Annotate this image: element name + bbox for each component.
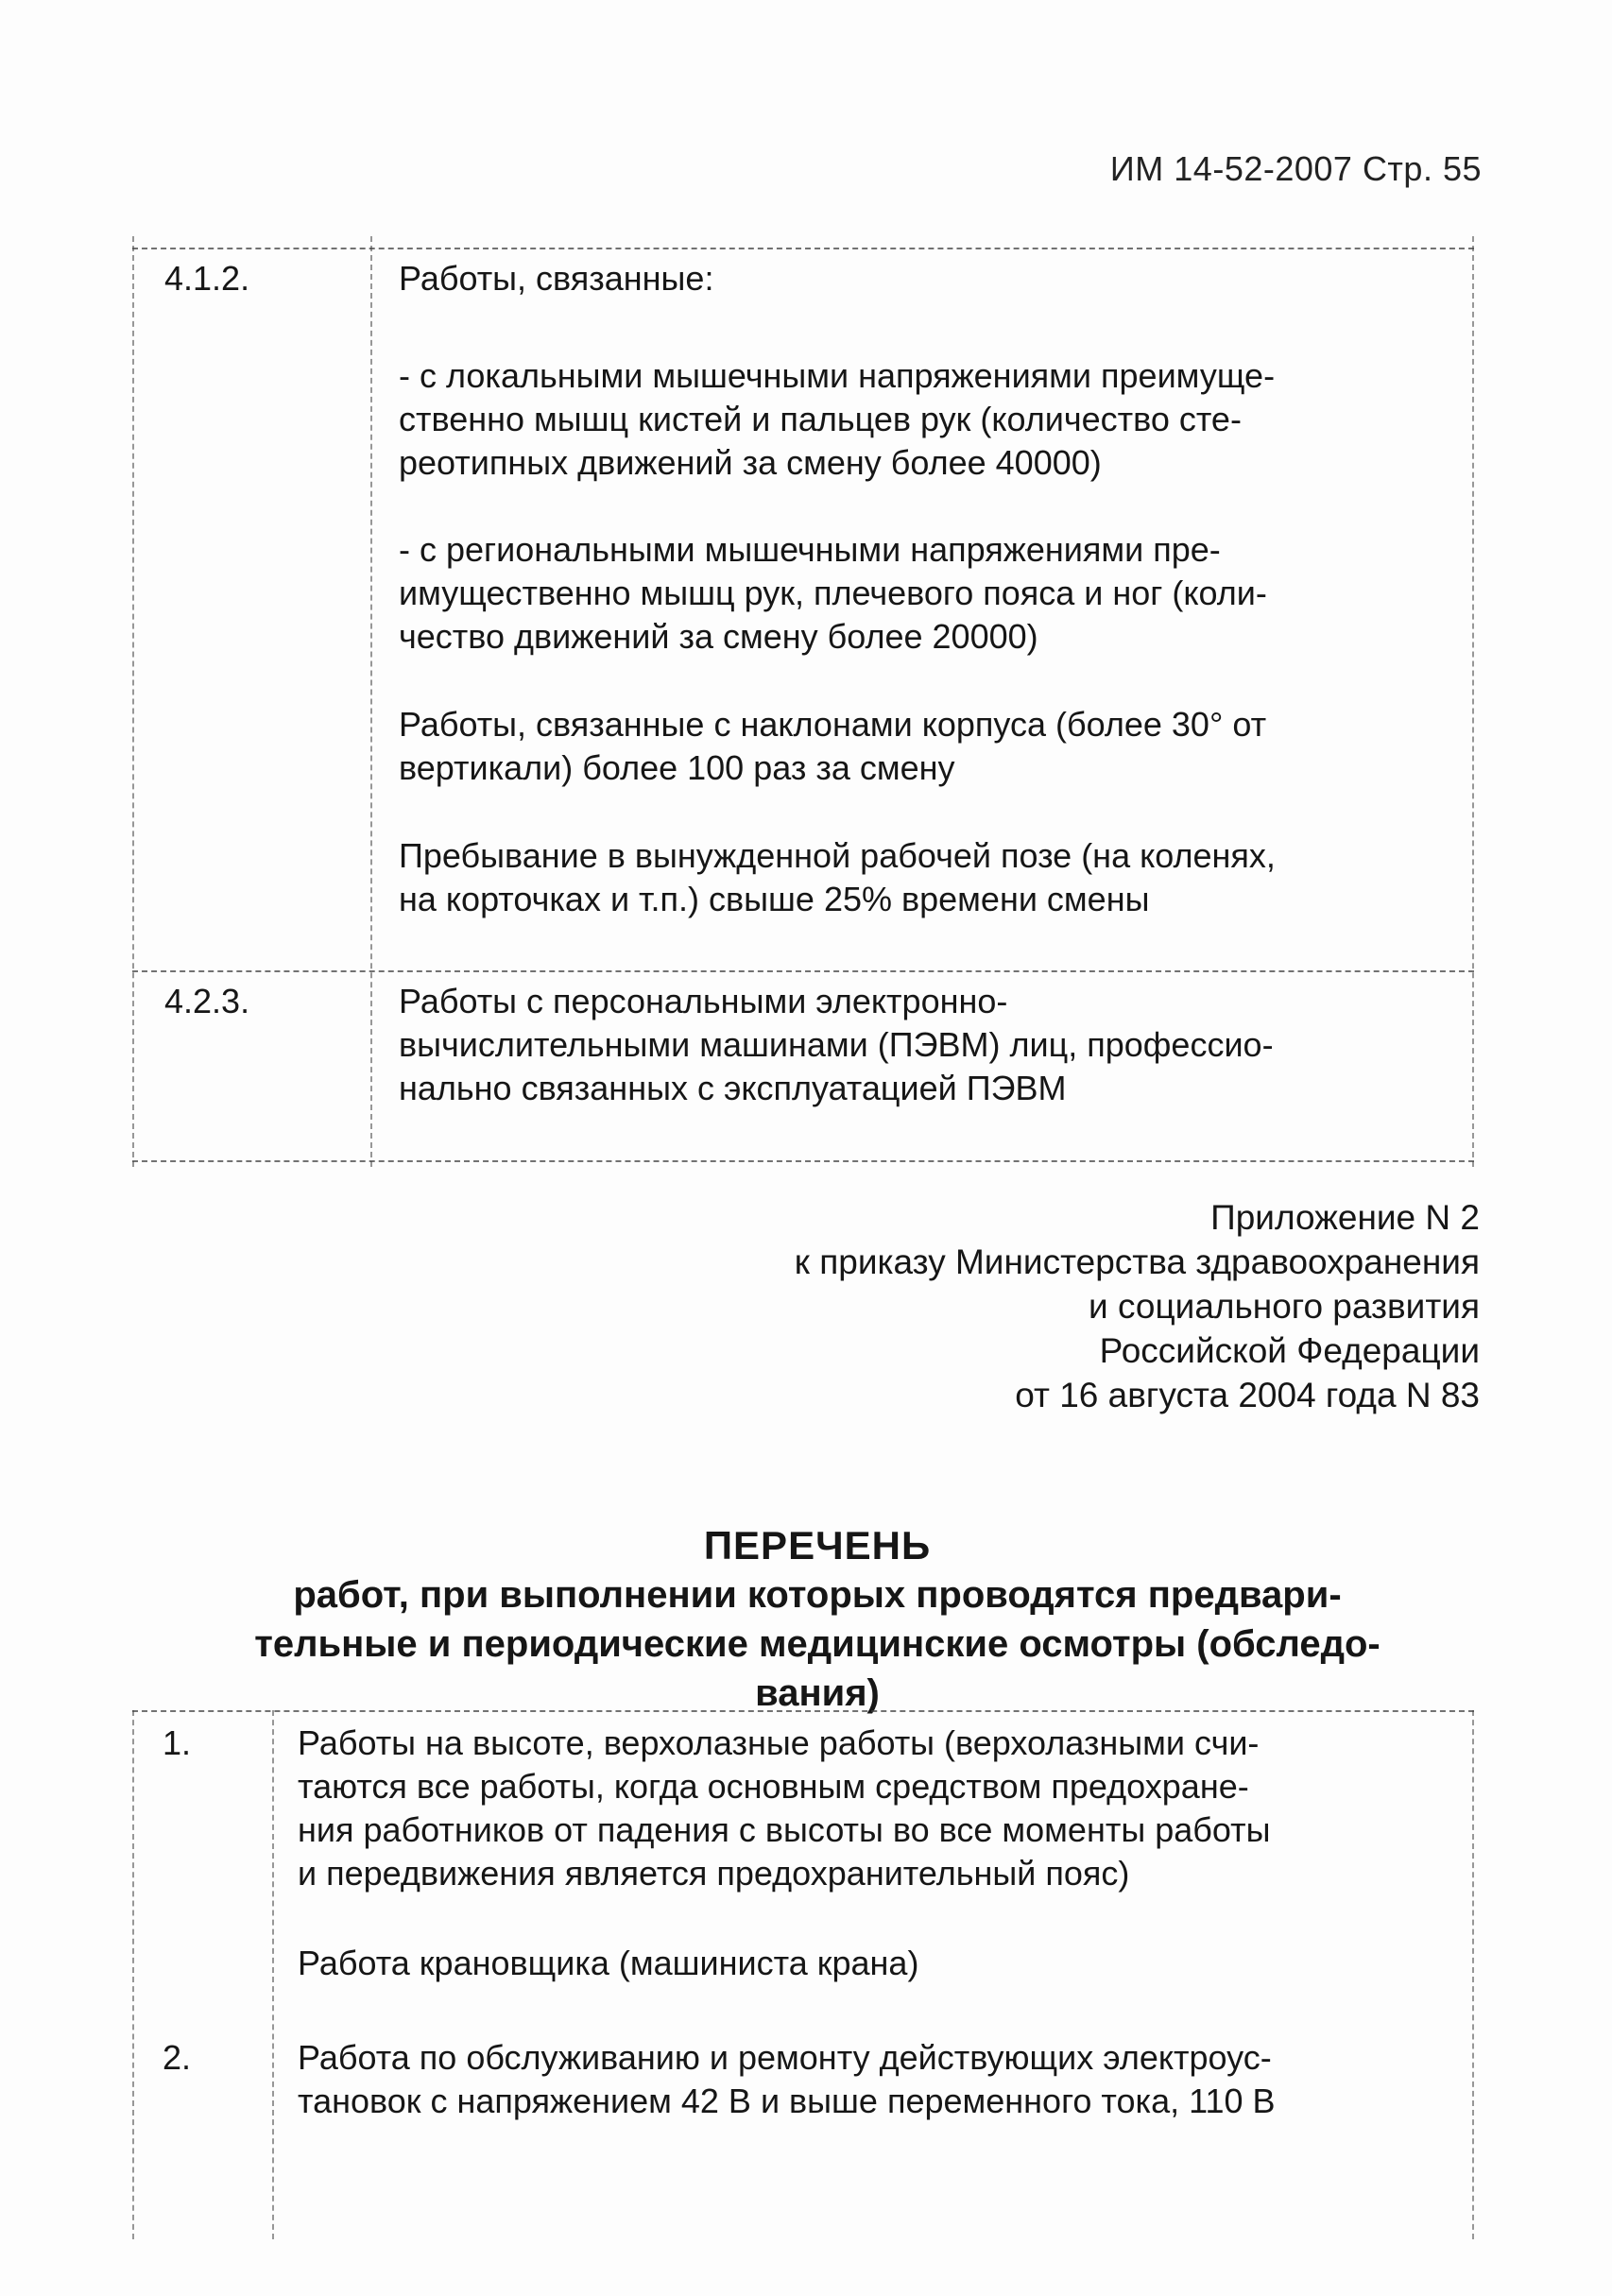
appendix-line: от 16 августа 2004 года N 83	[1015, 1376, 1480, 1414]
appendix-line: и социального развития	[1089, 1287, 1480, 1326]
title-subtitle: работ, при выполнении которых проводятся предвари- тельные и периодические медицинские осмотры (обследо- вания)	[254, 1574, 1380, 1714]
list-title	[165, 1521, 1469, 1718]
row-paragraph: Работы, связанные с наклонами корпуса (более 30° от вертикали) более 100 раз за смену	[399, 705, 1267, 787]
appendix-reference	[535, 1195, 1480, 1417]
work-list-table	[132, 1710, 1474, 2239]
appendix-line: Приложение N 2	[1210, 1198, 1480, 1237]
row-paragraph: Работы на высоте, верхолазные работы (верхолазными счи- таются все работы, когда основным средством предохране- ния работников от падения с высоты во все моменты работы и передвижения является предохранительный пояс)	[298, 1723, 1271, 1893]
row-paragraph: Работы с персональными электронно- вычислительными машинами (ПЭВМ) лиц, профессио- нально связанных с эксплуатацией ПЭВМ	[399, 982, 1274, 1107]
row-paragraph: Работа крановщика (машиниста крана)	[298, 1944, 919, 1982]
row-number: 4.2.3.	[164, 982, 250, 1020]
title-heading: ПЕРЕЧЕНЬ	[703, 1523, 932, 1568]
appendix-line: к приказу Министерства здравоохранения	[794, 1242, 1480, 1281]
running-header: ИМ 14-52-2007 Стр. 55	[1109, 149, 1482, 188]
row-heading: Работы, связанные:	[399, 259, 714, 298]
row-number: 4.1.2.	[164, 259, 250, 298]
hazard-table-continued	[132, 236, 1474, 1167]
appendix-line: Российской Федерации	[1099, 1331, 1480, 1370]
row-number: 2.	[163, 2038, 192, 2077]
row-number: 1.	[163, 1723, 192, 1762]
row-paragraph: - с региональными мышечными напряжениями пре- имущественно мышц рук, плечевого пояса и ног (коли- чество движений за смену более 20000)	[399, 530, 1267, 656]
row-paragraph: Пребывание в вынужденной рабочей позе (на коленях, на корточках и т.п.) свыше 25% времени смены	[399, 836, 1276, 918]
row-paragraph: Работа по обслуживанию и ремонту действующих электроус- тановок с напряжением 42 В и выше переменного тока, 110 В	[298, 2038, 1276, 2120]
row-paragraph: - с локальными мышечными напряжениями преимуще- ственно мышц кистей и пальцев рук (количество сте- реотипных движений за смену более 40000)	[399, 356, 1276, 482]
